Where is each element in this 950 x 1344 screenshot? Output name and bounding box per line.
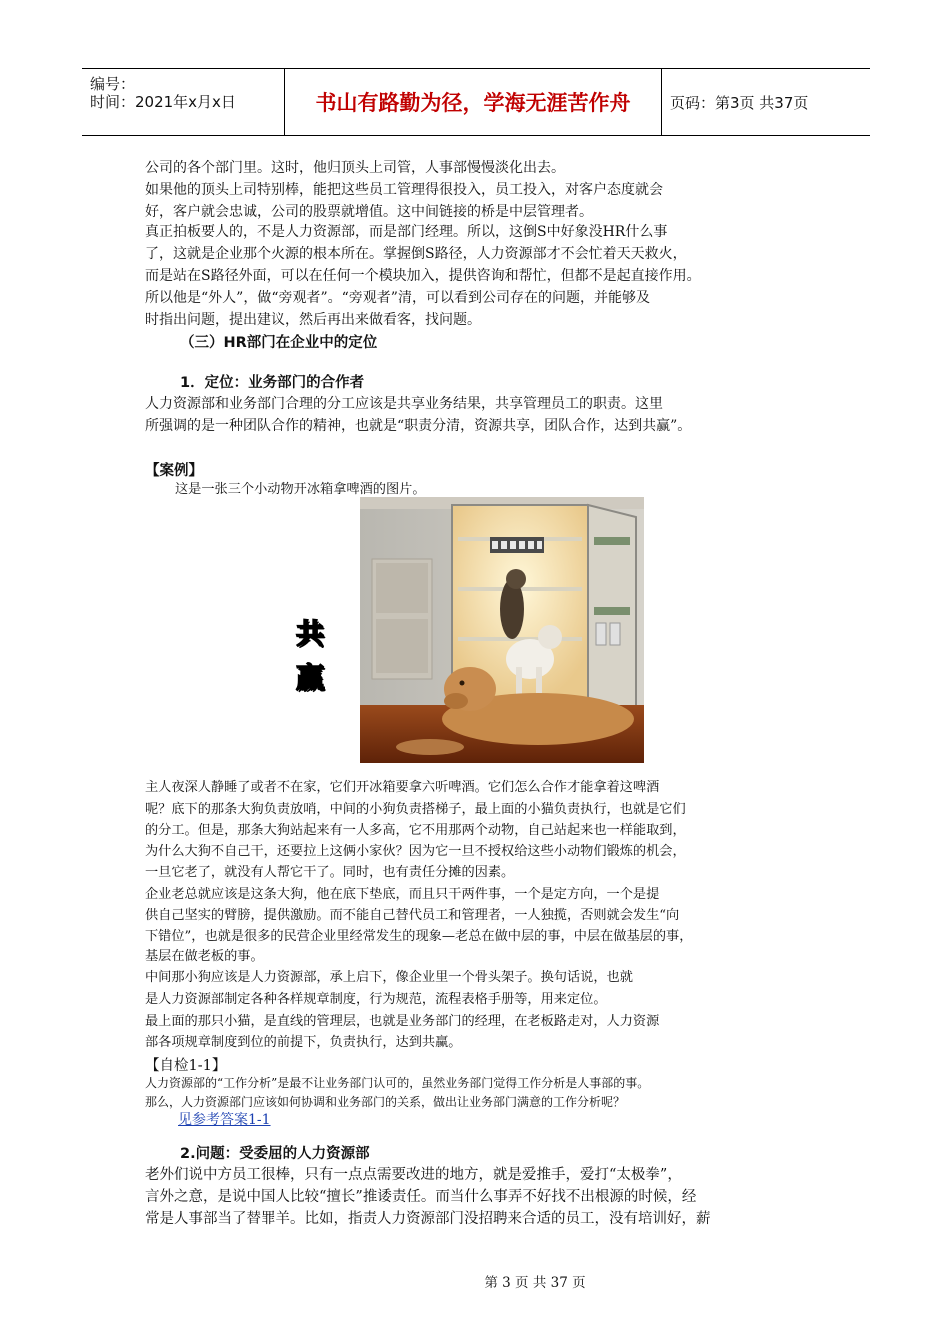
text-line: 老外们说中方员工很棒，只有一点点需要改进的地方，就是爱推手，爱打“太极拳”，	[145, 1167, 682, 1183]
text-line: 供自己坚实的臂膀，提供激励。而不能自己替代员工和管理者，一人独揽，否则就会发生“向	[145, 908, 680, 923]
text-line: 如果他的顶头上司特别棒，能把这些员工管理得很投入，员工投入，对客户态度就会	[145, 182, 663, 198]
section-title: （三）HR部门在企业中的定位	[180, 335, 378, 351]
header-meta	[82, 69, 285, 135]
text-line: 人力资源部和业务部门合理的分工应该是共享业务结果，共享管理员工的职责。这里	[145, 396, 663, 412]
date-line: 时间：2021年x月x日	[90, 93, 236, 111]
text-line: 那么，人力资源部门应该如何协调和业务部门的关系，做出让业务部门满意的工作分析呢？	[145, 1095, 626, 1109]
page-footer	[0, 1271, 950, 1291]
header-motto: 书山有路勤为径，学海无涯苦作舟	[285, 69, 662, 135]
fridge-animals-illustration	[360, 497, 644, 763]
text-line: 人力资源部的“工作分析”是最不让业务部门认可的，虽然业务部门觉得工作分析是人事部的事。	[145, 1076, 650, 1090]
subsection-title-2: 2.问题：受委屈的人力资源部	[180, 1146, 370, 1162]
header-page-info: 页码：第3页 共37页	[670, 93, 809, 112]
text-line: 最上面的那只小猫，是直线的管理层，也就是业务部门的经理，在老板路走对，人力资源	[145, 1014, 660, 1029]
text-line: 是人力资源部制定各种各样规章制度，行为规范，流程表格手册等，用来定位。	[145, 992, 607, 1007]
case-label: 【案例】	[145, 462, 203, 479]
text-line: 而是站在S路径外面，可以在任何一个模块加入，提供咨询和帮忙，但都不是起直接作用。	[145, 268, 701, 284]
text-line: 下错位”，也就是很多的民营企业里经常发生的现象—老总在做中层的事，中层在做基层的事，	[145, 929, 693, 944]
fridge-animals-image	[360, 497, 644, 763]
image-caption-char: 赢	[296, 661, 327, 694]
subsection-title-1: 1．定位：业务部门的合作者	[180, 375, 365, 391]
text-line: 基层在做老板的事。	[145, 949, 264, 964]
text-line: 所以他是“外人”，做“旁观者”。“旁观者”清，可以看到公司存在的问题，并能够及	[145, 290, 650, 306]
footer-page-number: 第 3 页 共 37 页	[484, 1275, 586, 1291]
text-line: 企业老总就应该是这条大狗，他在底下垫底，而且只干两件事，一个是定方向，一个是提	[145, 887, 660, 902]
text-line: 时指出问题，提出建议，然后再出来做看客，找问题。	[145, 312, 481, 328]
text-line: 了，这就是企业那个火源的根本所在。掌握倒S路径，人力资源部才不会忙着天天救火，	[145, 246, 687, 262]
selfcheck-label: 【自检1-1】	[145, 1058, 227, 1074]
text-line: 常是人事部当了替罪羊。比如，指责人力资源部门没招聘来合适的员工，没有培训好，薪	[145, 1211, 711, 1227]
text-line: 言外之意，是说中国人比较“擅长”推诿责任。而当什么事弄不好找不出根源的时候，经	[145, 1189, 697, 1205]
answer-link[interactable]: 见参考答案1-1	[178, 1112, 271, 1128]
text-line: 中间那小狗应该是人力资源部，承上启下，像企业里一个骨头架子。换句话说，也就	[145, 970, 633, 985]
text-line: 好，客户就会忠诚，公司的股票就增值。这中间链接的桥是中层管理者。	[145, 204, 593, 220]
text-line: 一旦它老了，就没有人帮它干了。同时，也有责任分摊的因素。	[145, 865, 515, 880]
case-caption: 这是一张三个小动物开冰箱拿啤酒的图片。	[175, 482, 426, 497]
text-line: 为什么大狗不自己干，还要拉上这俩小家伙？因为它一旦不授权给这些小动物们锻炼的机会，	[145, 844, 686, 859]
page-header	[82, 68, 870, 136]
text-line: 所强调的是一种团队合作的精神，也就是“职责分清，资源共享，团队合作，达到共赢”。	[145, 418, 692, 434]
text-line: 真正拍板要人的，不是人力资源部，而是部门经理。所以，这倒S中好象没HR什么事	[145, 224, 668, 240]
text-line: 的分工。但是，那条大狗站起来有一人多高，它不用那两个动物，自己站起来也一样能取到，	[145, 823, 686, 838]
text-line: 主人夜深人静睡了或者不在家，它们开冰箱要拿六听啤酒。它们怎么合作才能拿着这啤酒	[145, 780, 660, 795]
image-caption-char: 共	[296, 617, 327, 650]
text-line: 部各项规章制度到位的前提下，负责执行，达到共赢。	[145, 1035, 462, 1050]
text-line: 呢？底下的那条大狗负责放哨，中间的小狗负责搭梯子，最上面的小猫负责执行，也就是它们	[145, 802, 686, 817]
text-line: 公司的各个部门里。这时，他归顶头上司管，人事部慢慢淡化出去。	[145, 160, 565, 176]
number-label: 编号：	[90, 75, 136, 93]
